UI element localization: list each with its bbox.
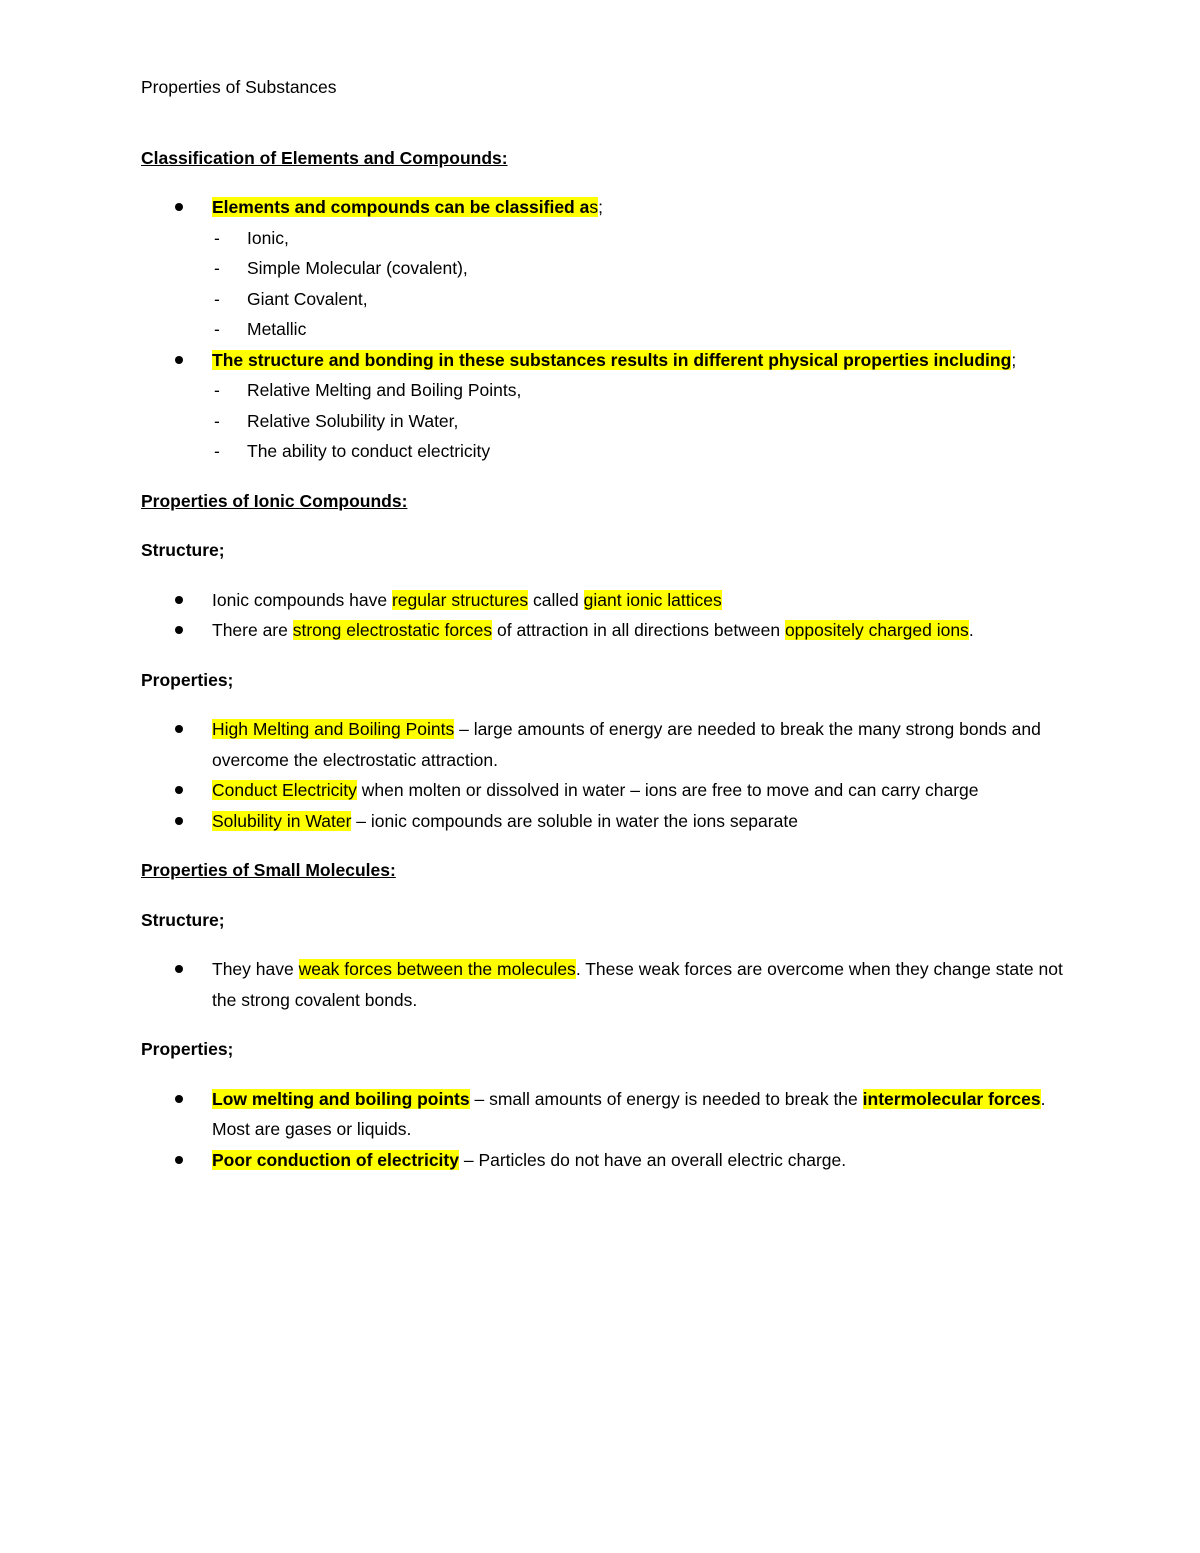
list-item — [141, 585, 1071, 616]
highlighted-text: The structure and bonding in these substances results in different physical properties including — [212, 349, 1012, 370]
bullet-icon — [175, 817, 183, 825]
highlighted-text: s — [589, 197, 599, 217]
highlighted-text: strong electrostatic forces — [292, 620, 493, 640]
dash-icon: - — [214, 319, 220, 339]
highlighted-text: Elements and compounds can be classified a — [212, 197, 590, 217]
list-item — [141, 775, 1071, 806]
bullet-icon — [175, 356, 183, 364]
highlighted-text: oppositely charged ions — [784, 620, 969, 640]
highlighted-text: Solubility in Water — [212, 810, 352, 831]
text-run: ; — [1011, 349, 1017, 370]
list-item-text: Giant Covalent, — [247, 288, 368, 309]
text-run: There are — [212, 620, 293, 640]
text-run: called — [528, 589, 584, 610]
list-item-text: Simple Molecular (covalent), — [247, 258, 468, 278]
list-item — [141, 1145, 1071, 1176]
dash-icon: - — [214, 227, 220, 248]
text-run: . These weak forces are overcome when they change state not the strong covalent bonds. — [212, 959, 1063, 1010]
text-run: when molten or dissolved in water – ions are free to move and can carry charge — [356, 780, 979, 800]
bullet-icon — [175, 1156, 183, 1164]
list-item — [212, 436, 1071, 467]
text-run: of attraction in all directions between — [492, 620, 785, 640]
list-item — [212, 223, 1071, 254]
list-item — [141, 806, 1071, 837]
bullet-icon — [175, 725, 183, 733]
bullet-icon — [175, 626, 183, 634]
text-run: . — [968, 620, 974, 640]
ionic-structure-list — [141, 585, 1071, 646]
list-item-text: Metallic — [247, 319, 307, 339]
classification-heading: Classification of Elements and Compounds: — [141, 147, 508, 168]
dash-icon: - — [214, 441, 220, 461]
highlighted-text: Conduct Electricity — [212, 780, 357, 800]
list-item — [212, 284, 1071, 315]
highlighted-text: intermolecular forces — [862, 1088, 1041, 1109]
list-item-text: Relative Melting and Boiling Points, — [247, 380, 522, 400]
document-title: Properties of Substances — [141, 77, 337, 97]
dash-icon: - — [214, 380, 220, 400]
bullet-icon — [175, 596, 183, 604]
small-properties-heading: Properties; — [141, 1039, 234, 1059]
list-item — [212, 253, 1071, 284]
ionic-properties-heading: Properties; — [141, 669, 234, 690]
text-run: – small amounts of energy is needed to break the — [469, 1088, 863, 1109]
bullet-icon — [175, 965, 183, 973]
classification-list — [141, 192, 1071, 467]
document-body — [141, 72, 1071, 1194]
dash-icon: - — [214, 258, 220, 278]
dash-icon: - — [214, 410, 220, 431]
bullet-icon — [175, 786, 183, 794]
list-item — [141, 954, 1071, 1015]
bullet-icon — [175, 1095, 183, 1103]
small-molecules-heading: Properties of Small Molecules: — [141, 860, 396, 880]
highlighted-text: giant ionic lattices — [583, 589, 722, 610]
substance-types-list — [212, 223, 1071, 345]
highlighted-text: Low melting and boiling points — [212, 1088, 470, 1109]
dash-icon: - — [214, 288, 220, 309]
text-run: – large amounts of energy are needed to break the many strong bonds and overcome the electrostatic attraction. — [212, 719, 1041, 770]
small-structure-list — [141, 954, 1071, 1015]
list-item-text: The ability to conduct electricity — [247, 441, 491, 461]
list-item — [141, 192, 1071, 345]
list-item-text: Ionic, — [247, 227, 289, 248]
small-properties-list — [141, 1084, 1071, 1176]
ionic-structure-heading: Structure; — [141, 540, 225, 560]
text-run: ; — [598, 197, 603, 217]
highlighted-text: Poor conduction of electricity — [212, 1149, 459, 1170]
bullet-icon — [175, 203, 183, 211]
text-run: – ionic compounds are soluble in water the ions separate — [351, 810, 798, 831]
list-item — [212, 406, 1071, 437]
text-run: – Particles do not have an overall electric charge. — [458, 1149, 847, 1170]
ionic-heading: Properties of Ionic Compounds: — [141, 490, 408, 511]
text-run: They have — [212, 959, 299, 979]
ionic-properties-list — [141, 714, 1071, 836]
highlighted-text: weak forces between the molecules — [298, 959, 576, 979]
text-run: . Most are gases or liquids. — [212, 1088, 1046, 1139]
list-item-text: Relative Solubility in Water, — [247, 410, 459, 431]
list-item — [212, 314, 1071, 345]
list-item — [141, 714, 1071, 775]
small-structure-heading: Structure; — [141, 909, 225, 930]
list-item — [141, 1084, 1071, 1145]
highlighted-text: High Melting and Boiling Points — [212, 719, 455, 739]
physical-properties-list — [212, 375, 1071, 467]
list-item — [212, 375, 1071, 406]
text-run: Ionic compounds have — [212, 589, 392, 610]
highlighted-text: regular structures — [391, 589, 529, 610]
list-item — [141, 345, 1071, 467]
list-item — [141, 615, 1071, 646]
